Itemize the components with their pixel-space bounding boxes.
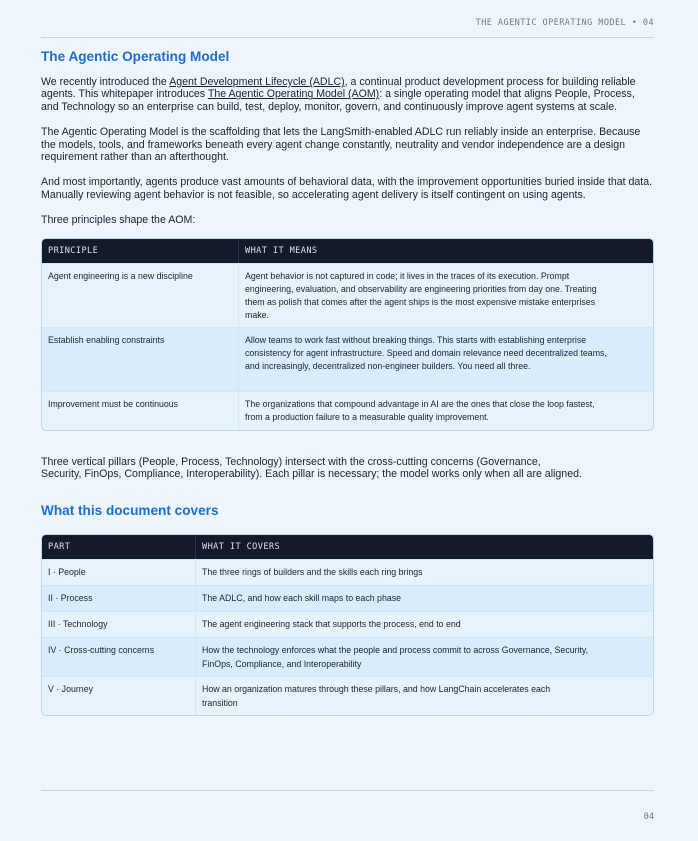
aom-term: The Agentic Operating Model (AOM) <box>207 88 380 101</box>
meaning-cell: Agent behavior is not captured in code; it lives in the traces of its execution. Prompt engineering, evaluation, and observability are engineering priorities from day one. Treating them as polish that comes after the agent ships is the most expensive mistake enterprises make. <box>238 264 653 327</box>
principle-cell: Establish enabling constraints <box>48 334 165 345</box>
section-title: What this document covers <box>41 503 219 519</box>
principle-cell: Improvement must be continuous <box>48 398 179 409</box>
part-cell: I · People <box>48 567 86 578</box>
principles-table <box>41 238 654 431</box>
intro-text-middle: , a continual product development process for building reliable agents. This whitepaper introduces <box>41 76 636 101</box>
covers-cell: How an organization matures through these pillars, and how LangChain accelerates each transition <box>195 677 653 715</box>
parts-table <box>41 534 654 716</box>
part-cell: IV · Cross-cutting concerns <box>48 645 155 656</box>
pillars-paragraph: Three vertical pillars (People, Process, Technology) intersect with the cross-cutting concerns (Governance, Security, FinOps, Compliance, Interoperability). Each pillar is necessary; the model works only when all are aligned. <box>41 455 582 481</box>
principle-cell: Agent engineering is a new discipline <box>48 270 193 281</box>
part-cell: III · Technology <box>48 619 108 630</box>
part-cell: II · Process <box>48 593 93 604</box>
section-title: The Agentic Operating Model <box>41 49 230 64</box>
page-number: 04 <box>643 812 654 822</box>
column-header-principle: PRINCIPLE <box>48 245 99 256</box>
intro-text-start: We recently introduced the <box>41 76 170 88</box>
table-header-row <box>42 239 653 263</box>
meaning-cell: The organizations that compound advantage in AI are the ones that close the loop fastest, from a production failure to a measurable quality improvement. <box>238 392 653 430</box>
intro-text-end: : a single operating model that aligns People, Process, and Technology so an enterprise can build, test, deploy, monitor, govern, and continuously improve agent systems at scale. <box>41 88 635 113</box>
intro-paragraph <box>41 76 654 113</box>
table-row <box>42 391 653 430</box>
table-row <box>42 611 653 637</box>
table-row <box>42 676 653 715</box>
adlc-link[interactable]: Agent Development Lifecycle (ADLC) <box>169 76 345 88</box>
page-content <box>41 48 654 716</box>
covers-cell: The three rings of builders and the skills each ring brings <box>195 560 653 585</box>
table-row <box>42 585 653 611</box>
behavioral-data-paragraph: And most importantly, agents produce vast amounts of behavioral data, with the improvement opportunities buried inside that data. Manually reviewing agent behavior is not feasible, so accelerating agent delivery is itself contingent on using agents. <box>41 176 653 201</box>
table-header-row <box>42 535 653 559</box>
header-divider <box>41 37 654 38</box>
table-row <box>42 327 653 391</box>
column-header-meaning: WHAT IT MEANS <box>238 239 653 263</box>
covers-cell: The agent engineering stack that supports the process, end to end <box>195 612 653 637</box>
principles-intro: Three principles shape the AOM: <box>41 214 196 227</box>
part-cell: V · Journey <box>48 684 93 695</box>
table-row <box>42 263 653 327</box>
table-row <box>42 637 653 676</box>
running-header: THE AGENTIC OPERATING MODEL • 04 <box>475 18 654 28</box>
covers-cell: The ADLC, and how each skill maps to each phase <box>195 586 653 611</box>
meaning-cell: Allow teams to work fast without breaking things. This starts with establishing enterprise consistency for agent infrastructure. Speed and domain relevance need decentralized teams, and increasingly, decentralized non-engineer builders. You need all three. <box>238 328 653 391</box>
column-header-part: PART <box>48 542 71 553</box>
footer-divider <box>41 790 654 791</box>
column-header-covers: WHAT IT COVERS <box>195 535 653 559</box>
table-row <box>42 559 653 585</box>
covers-cell: How the technology enforces what the people and process commit to across Governance, Security, FinOps, Compliance, and Interoperability <box>195 638 653 676</box>
scaffolding-paragraph: The Agentic Operating Model is the scaffolding that lets the LangSmith-enabled ADLC run reliably inside an enterprise. Because the models, tools, and frameworks beneath every agent change constantly, neutrality and vendor independence are a design requirement rather than an afterthought. <box>41 126 641 164</box>
